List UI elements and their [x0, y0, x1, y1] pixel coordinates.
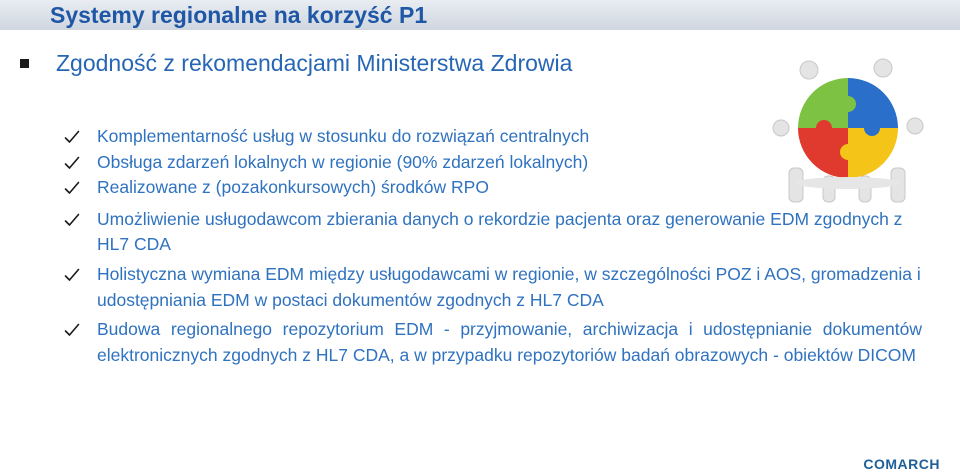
check-item-2 — [64, 150, 922, 176]
check-mark-icon — [64, 155, 80, 171]
check-item-6 — [64, 317, 922, 368]
check-item-3 — [64, 175, 922, 201]
check-item-1 — [64, 124, 922, 150]
page-title: Systemy regionalne na korzyść P1 — [50, 2, 428, 28]
check-mark-icon — [64, 180, 80, 196]
check-item-4 — [64, 207, 922, 258]
check-item-text: Holistyczna wymiana EDM między usługodawcami w regionie, w szczególności POZ i AOS, gromadzenia i udostępniania EDM w postaci dokumentów zgodnych z HL7 CDA — [97, 263, 921, 310]
check-item-text: Obsługa zdarzeń lokalnych w regionie (90% zdarzeń lokalnych) — [97, 151, 589, 172]
check-item-text: Komplementarność usług w stosunku do rozwiązań centralnych — [97, 126, 590, 146]
square-bullet-icon — [20, 59, 29, 68]
check-item-text: Realizowane z (pozakonkursowych) środków RPO — [97, 177, 489, 198]
title-bar — [0, 0, 960, 30]
check-mark-icon — [64, 322, 80, 338]
check-item-5 — [64, 262, 922, 313]
check-mark-icon — [64, 267, 80, 283]
subtitle — [20, 50, 720, 77]
comarch-logo: COMARCH — [863, 456, 940, 472]
check-item-text: Umożliwienie usługodawcom zbierania danych o rekordzie pacjenta oraz generowanie EDM zgodnych z HL7 CDA — [97, 208, 903, 255]
check-mark-icon — [64, 129, 80, 145]
check-mark-icon — [64, 212, 80, 228]
subtitle-text: Zgodność z rekomendacjami Ministerstwa Zdrowia — [56, 50, 573, 76]
check-item-text: Budowa regionalnego repozytorium EDM - przyjmowanie, archiwizacja i udostępnianie dokumentów elektronicznych zgodnych z HL7 CDA, a w przypadku repozytoriów badań obrazowych - obiektów DICOM — [97, 319, 922, 365]
check-list — [64, 124, 922, 368]
